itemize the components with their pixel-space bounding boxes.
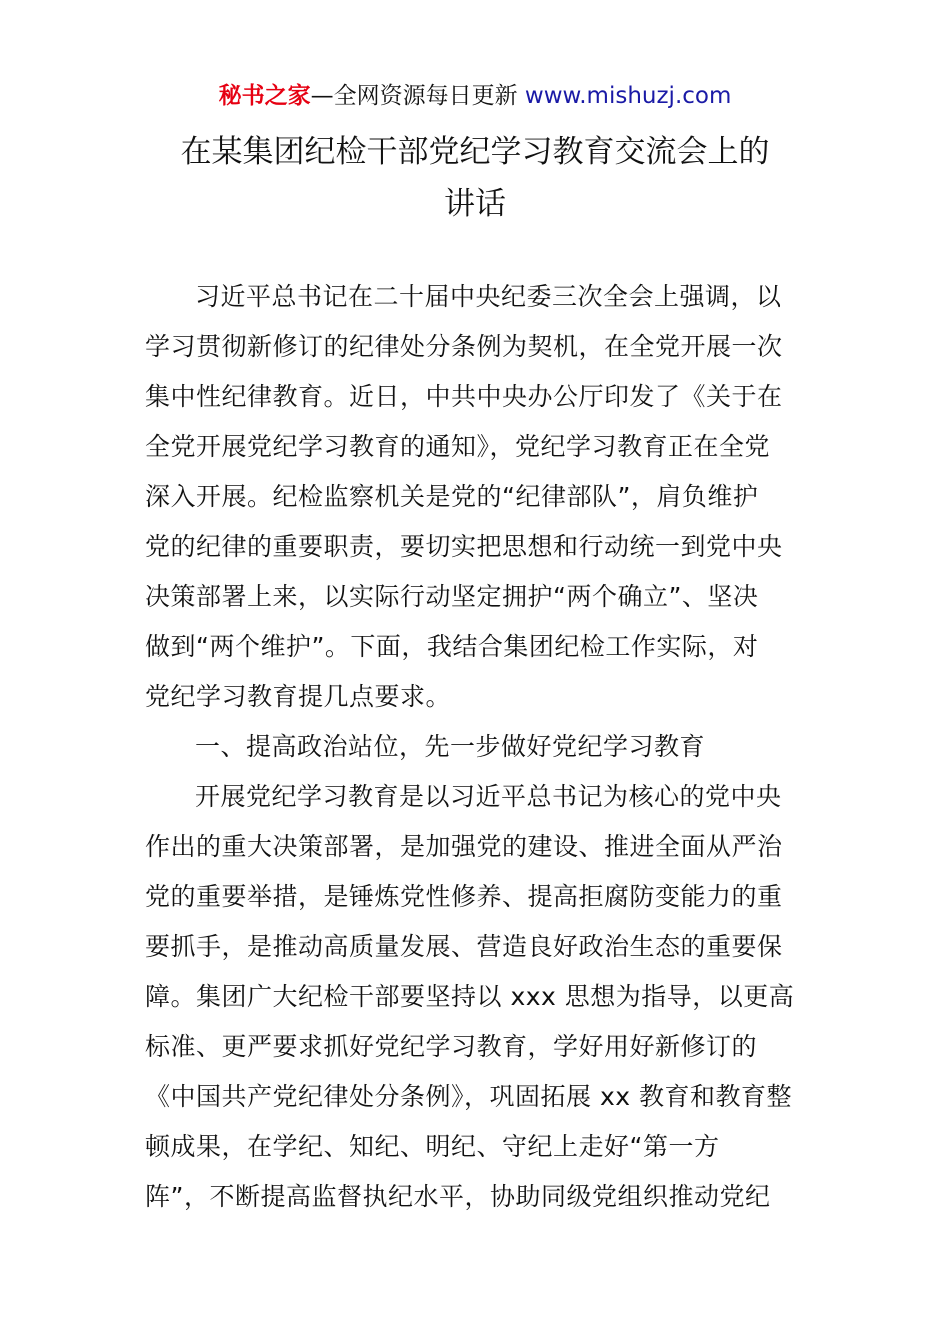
text-line: 决策部署上来，以实际行动坚定拥护“两个确立”、坚决 (145, 582, 759, 611)
text-line: 习近平总书记在二十届中央纪委三次全会上强调，以 (195, 282, 782, 311)
text-line: 《中国共产党纪律处分条例》，巩固拓展 xx 教育和教育整 (145, 1082, 792, 1111)
text-line: 集中性纪律教育。近日，中共中央办公厅印发了《关于在 (145, 382, 783, 411)
text-line: 顿成果，在学纪、知纪、明纪、守纪上走好“第一方 (145, 1132, 720, 1161)
text-line: 深入开展。纪检监察机关是党的“纪律部队”，肩负维护 (145, 482, 759, 511)
text-line: 作出的重大决策部署，是加强党的建设、推进全面从严治 (145, 832, 783, 861)
title-line: 在某集团纪检干部党纪学习教育交流会上的 (180, 134, 770, 170)
text-line: 阵”，不断提高监督执纪水平，协助同级党组织推动党纪 (145, 1182, 771, 1211)
text-line: 开展党纪学习教育是以习近平总书记为核心的党中央 (195, 782, 782, 811)
document-body (145, 272, 807, 1222)
site-header (0, 80, 950, 112)
text-line: 学习贯彻新修订的纪律处分条例为契机，在全党开展一次 (145, 332, 783, 361)
text-line: 党的纪律的重要职责，要切实把思想和行动统一到党中央 (145, 532, 783, 561)
text-line: 障。集团广大纪检干部要坚持以 xxx 思想为指导，以更高 (145, 982, 795, 1011)
text-line: 党的重要举措，是锤炼党性修养、提高拒腐防变能力的重 (145, 882, 783, 911)
document-title (145, 126, 805, 230)
paragraph-section1 (145, 772, 807, 1222)
paragraph-intro (145, 272, 807, 722)
brand-name: 秘书之家 (218, 83, 311, 109)
text-line: 党纪学习教育提几点要求。 (145, 682, 452, 711)
title-line: 讲话 (444, 186, 506, 222)
text-line: 全党开展党纪学习教育的通知》，党纪学习教育正在全党 (145, 432, 771, 461)
site-url-link[interactable]: www.mishuzj.com (524, 83, 732, 109)
section-heading: 一、提高政治站位，先一步做好党纪学习教育 (195, 732, 706, 761)
text-line: 标准、更严要求抓好党纪学习教育，学好用好新修订的 (145, 1032, 758, 1061)
header-tagline: —全网资源每日更新 (310, 83, 518, 109)
text-line: 要抓手，是推动高质量发展、营造良好政治生态的重要保 (145, 932, 783, 961)
text-line: 做到“两个维护”。下面，我结合集团纪检工作实际，对 (145, 632, 759, 661)
